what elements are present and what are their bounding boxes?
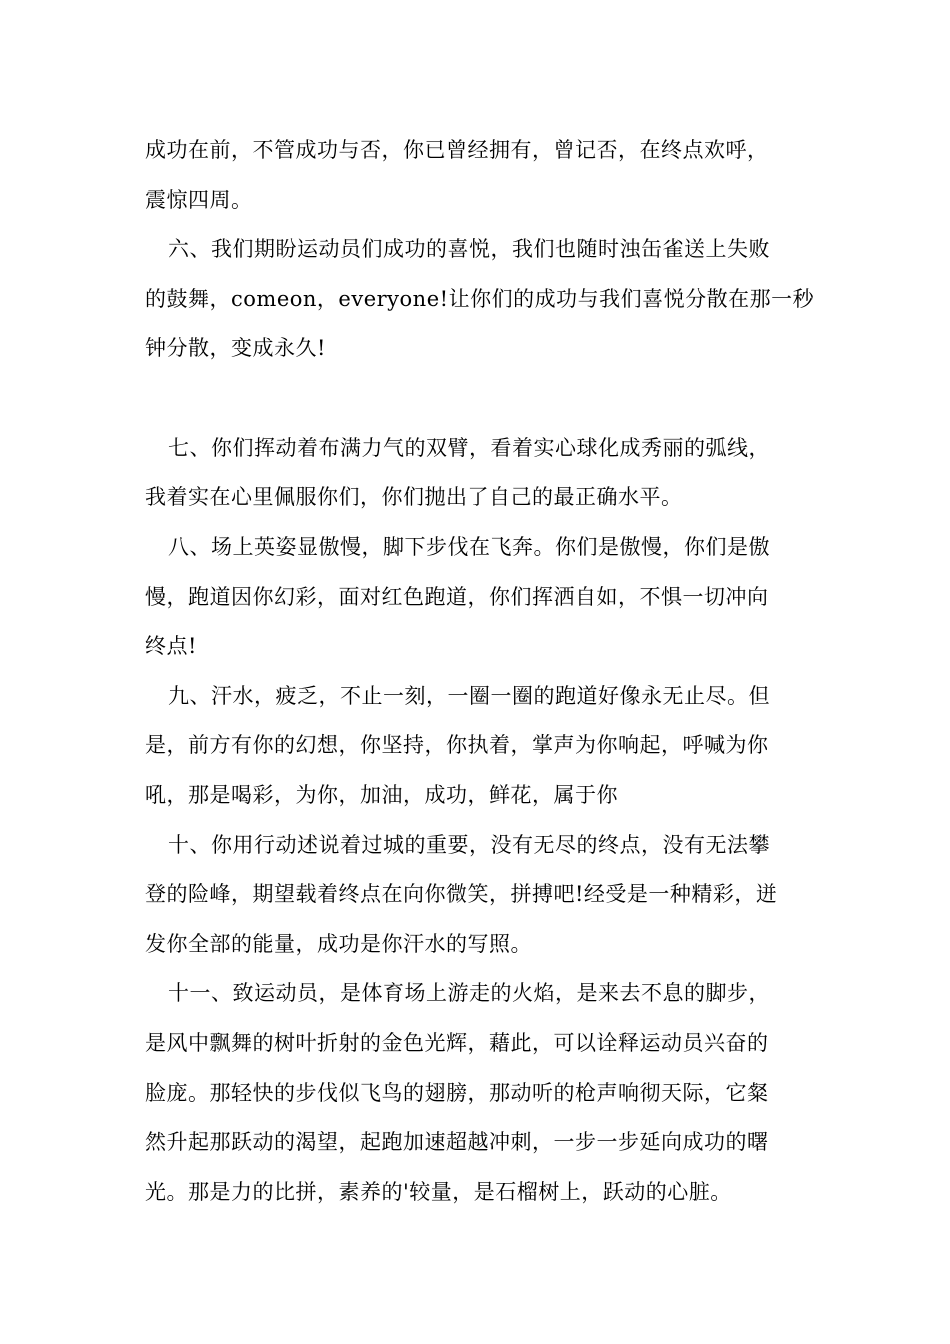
- paragraph-line: 发你全部的能量，成功是你汗水的写照。: [145, 932, 532, 956]
- paragraph-line: 我着实在心里佩服你们，你们抛出了自己的最正确水平。: [145, 485, 683, 509]
- paragraph-line: 七、你们挥动着布满力气的双臂，看着实心球化成秀丽的弧线，: [168, 436, 770, 460]
- paragraph-line: 成功在前，不管成功与否，你已曾经拥有，曾记否，在终点欢呼，: [145, 138, 769, 162]
- paragraph-line: 八、场上英姿显傲慢，脚下步伐在飞奔。你们是傲慢，你们是傲: [168, 535, 770, 559]
- paragraph-line: 十一、致运动员，是体育场上游走的火焰，是来去不息的脚步，: [168, 981, 770, 1005]
- paragraph-line: 是，前方有你的幻想，你坚持，你执着，掌声为你响起，呼喊为你: [145, 733, 769, 757]
- paragraph-line: 然升起那跃动的渴望，起跑加速超越冲刺，一步一步延向成功的曙: [145, 1130, 769, 1154]
- paragraph-line: 震惊四周。: [145, 188, 253, 212]
- paragraph-line: 十、你用行动述说着过城的重要，没有无尽的终点，没有无法攀: [168, 833, 770, 857]
- paragraph-line: 登的险峰，期望载着终点在向你微笑，拼搏吧!经受是一种精彩，迸: [145, 882, 778, 906]
- paragraph-line: 是风中飘舞的树叶折射的金色光辉，藉此，可以诠释运动员兴奋的: [145, 1031, 769, 1055]
- paragraph-line: 吼，那是喝彩，为你，加油，成功，鲜花，属于你: [145, 783, 618, 807]
- paragraph-line: 慢，跑道因你幻彩，面对红色跑道，你们挥洒自如，不惧一切冲向: [145, 585, 769, 609]
- paragraph-line: 九、汗水，疲乏，不止一刻，一圈一圈的跑道好像永无止尽。但: [168, 684, 770, 708]
- paragraph-line: 钟分散，变成永久!: [145, 336, 326, 360]
- paragraph-line: 脸庞。那轻快的步伐似飞鸟的翅膀，那动听的枪声响彻天际，它粲: [145, 1081, 769, 1105]
- paragraph-line: 光。那是力的比拼，素养的'较量，是石榴树上，跃动的心脏。: [145, 1180, 732, 1204]
- paragraph-line: 终点!: [145, 634, 197, 658]
- paragraph-line: 的鼓舞，comeon，everyone!让你们的成功与我们喜悦分散在那一秒: [145, 287, 815, 311]
- paragraph-line: 六、我们期盼运动员们成功的喜悦，我们也随时浊缶雀送上失败: [168, 237, 770, 261]
